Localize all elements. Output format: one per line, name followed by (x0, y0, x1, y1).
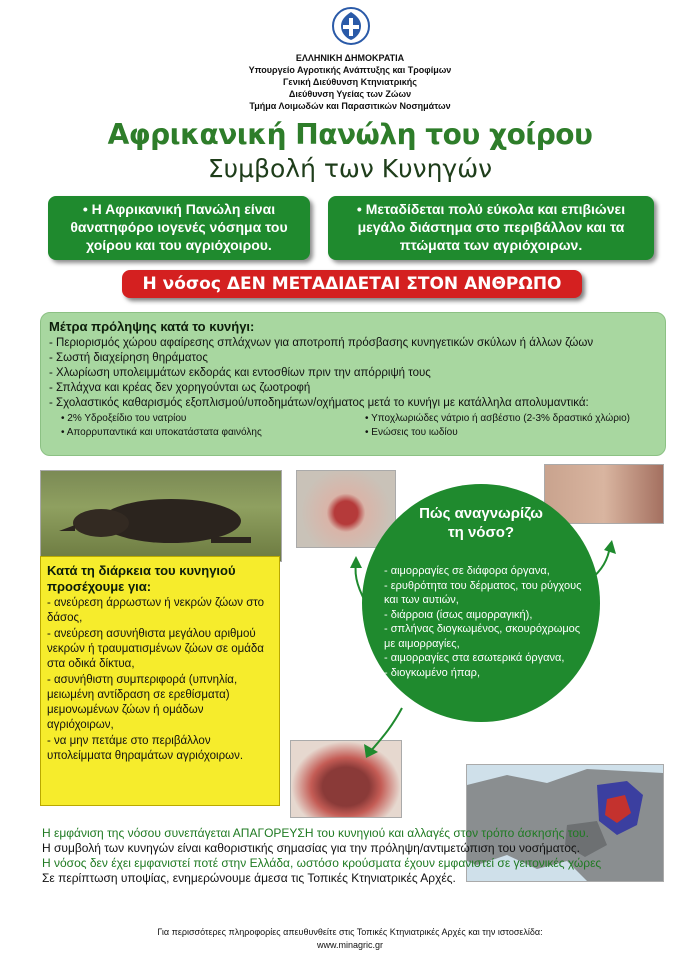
hunting-item: - να μην πετάμε στο περιβάλλον υπολείμματα θηραμάτων αγριόχοιρων. (47, 735, 244, 762)
greek-emblem-icon (331, 6, 371, 46)
symptom-list (384, 564, 584, 680)
suspicion-note: Σε περίπτωση υποψίας, ενημερώνουμε άμεσα τις Τοπικές Κτηνιατρικές Αρχές. (42, 871, 456, 885)
symptom-item: - σπλήνας διογκωμένος, σκουρόχρωμος με αιμορραγίες, (384, 623, 581, 650)
disinfectant-item: • Ενώσεις του ιωδίου (365, 427, 458, 438)
hunting-title: Κατά τη διάρκεια του κυνηγιού (47, 563, 236, 578)
alert-banner: Η νόσος ΔΕΝ ΜΕΤΑΔΙΔΕΤΑΙ ΣΤΟΝ ΑΝΘΡΩΠΟ (122, 270, 582, 298)
info-box-transmission: • Μεταδίδεται πολύ εύκολα και επιβιώνει μεγάλο διάστημα στο περιβάλλον και τα πτώματα των αγριόχοιρων. (328, 196, 654, 260)
hunting-item: - ανεύρεση άρρωστων ή νεκρών ζώων στο δάσος, (47, 597, 265, 624)
disinfectant-item: • 2% Υδροξείδιο του νατρίου (61, 413, 187, 424)
info-box-disease: • Η Αφρικανική Πανώλη είναι θανατηφόρο ιογενές νόσημα του χοίρου και του αγριόχοιρου. (48, 196, 310, 260)
hunters-role-note: Η συμβολή των κυνηγών είναι καθοριστικής σημασίας για την πρόληψη/αντιμετώπιση του νοσήματος. (42, 841, 581, 855)
measure-item: - Σωστή διαχείρηση θηράματος (49, 352, 208, 364)
recognize-title-line: τη νόσο? (447, 524, 515, 541)
page-subtitle: Συμβολή των Κυνηγών (207, 154, 493, 183)
hunting-subtitle: προσέχουμε για: (47, 579, 152, 594)
recognize-title-line: Πώς αναγνωρίζω (419, 505, 543, 522)
symptom-item: - ερυθρότητα του δέρματος, του ρύγχους και των αυτιών, (384, 579, 582, 606)
wild-boar-photo (40, 470, 282, 562)
disinfectant-item: • Απορρυπαντικά και υποκατάστατα φαινόλης (61, 427, 262, 438)
directorate: Διεύθυνση Υγείας των Ζώων (288, 89, 412, 99)
measure-item: - Περιορισμός χώρου αφαίρεσης σπλάχνων για αποτροπή πρόσβασης κυνηγετικών σκύλων ή άλλων ζώων (49, 337, 594, 349)
footer-info: Για περισσότερες πληροφορίες απευθυνθείτε στις Τοπικές Κτηνιατρικές Αρχές και την ιστοσελίδα: (157, 927, 543, 937)
symptom-item: - αιμορραγίες στα εσωτερικά όργανα, (384, 652, 565, 664)
disinfectant-item: • Υποχλωριώδες νάτριο ή ασβέστιο (2-3% δραστικό χλώριο) (365, 413, 630, 424)
recognize-disease-circle (362, 484, 600, 722)
department: Τμήμα Λοιμωδών και Παρασιτικών Νοσημάτων (249, 101, 451, 111)
greece-status-note: Η νόσος δεν έχει εμφανιστεί ποτέ στην Ελλάδα, ωστόσο κρούσματα έχουν εμφανιστεί σε γειτονικές χώρες (42, 856, 602, 870)
bottom-notes (42, 826, 672, 886)
ministry-header (180, 52, 520, 112)
prevention-measures-panel (40, 312, 666, 456)
symptom-item: - διογκωμένο ήπαρ, (384, 666, 480, 679)
hunting-attention-panel (40, 556, 280, 806)
website-link[interactable]: www.minagric.gr (316, 940, 383, 950)
symptom-item: - διάρροια (ίσως αιμορραγική), (384, 608, 533, 621)
recognize-title (362, 504, 600, 542)
measures-title: Μέτρα πρόληψης κατά το κυνήγι: (49, 319, 255, 334)
symptom-item: - αιμορραγίες σε διάφορα όργανα, (384, 565, 550, 577)
disinfectants-list (49, 412, 657, 440)
hunting-item: - ανεύρεση ασυνήθιστα μεγάλου αριθμού νεκρών ή τραυματισμένων ζώων σε ομάδα στα οδικά δίκτυα, (47, 628, 264, 670)
measure-item: - Σχολαστικός καθαρισμός εξοπλισμού/υποδημάτων/οχήματος μετά το κυνήγι με κατάλληλα απολυμαντικά: (49, 397, 589, 409)
hunting-item: - ασυνήθιστη συμπεριφορά (υπνηλία, μειωμένη αντίδραση σε ερεθίσματα) μεμονωμένων ζώων ή ομάδων αγριόχοιρων, (47, 674, 238, 731)
measure-item: - Χλωρίωση υπολειμμάτων εκδοράς και εντοσθίων πριν την απόρριψή τους (49, 367, 431, 379)
page-title: Αφρικανική Πανώλη του χοίρου (107, 118, 593, 151)
ministry-name: Υπουργείο Αγροτικής Ανάπτυξης και Τροφίμων (248, 65, 452, 75)
measure-item: - Σπλάχνα και κρέας δεν χορηγούνται ως ζωοτροφή (49, 382, 311, 394)
country-name: ΕΛΛΗΝΙΚΗ ΔΗΜΟΚΡΑΤΙΑ (295, 53, 405, 63)
general-directorate: Γενική Διεύθυνση Κτηνιατρικής (283, 77, 417, 87)
footer (0, 926, 700, 952)
ban-note: Η εμφάνιση της νόσου συνεπάγεται ΑΠΑΓΟΡΕΥΣΗ του κυνηγιού και αλλαγές στον τρόπο άσκησής του. (42, 826, 589, 840)
